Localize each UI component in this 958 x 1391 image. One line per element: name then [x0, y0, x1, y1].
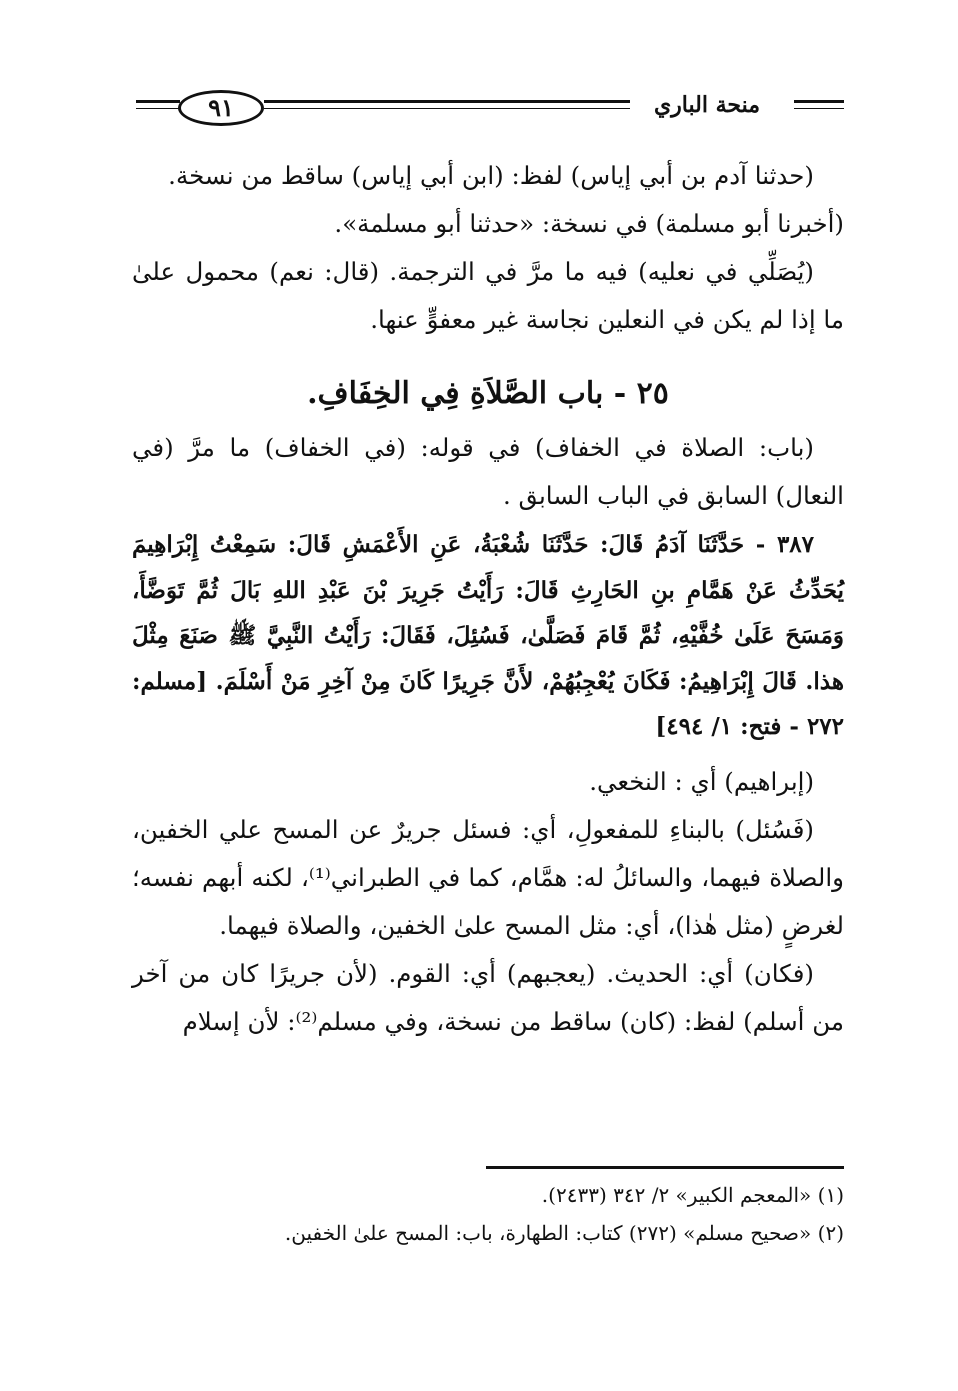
page-header: [136, 86, 844, 136]
paragraph: (يُصَلِّي في نعليه) فيه ما مرَّ في الترجمة. (قال: نعم) محمول علىٰ ما إذا لم يكن في النعلين نجاسة غير معفوٍّ عنها.: [132, 257, 844, 334]
header-rule: [264, 108, 630, 109]
paragraph: (حدثنا آدم بن أبي إياس) لفظ: (ابن أبي إياس) ساقط من نسخة.: [168, 161, 814, 190]
page-number: ٩١: [178, 90, 264, 126]
paragraph: (فكان) أي: الحديث. (يعجبهم) أي: القوم. (لأن جريرًا كان من آخر من أسلم) لفظ: (كان) ساقط من نسخة، وفي مسلم⁽²⁾: لأن إسلام: [132, 958, 844, 1036]
footnote-separator: [486, 1166, 844, 1169]
paragraph: (فَسُئل) بالبناءِ للمفعولِ، أي: فسئل جريرٌ عن المسح علي الخفين، والصلاة فيهما، والسائلُ له: همَّام، كما في الطبراني⁽¹⁾، لكنه أبهم نفسه؛ لغرضٍ (مثل هٰذا)، أي: مثل المسح علىٰ الخفين، والصلاة فيهما.: [132, 814, 844, 940]
paragraph: (إبراهيم) أي : النخعي.: [589, 766, 814, 796]
footnote: (١) «المعجم الكبير» ٢/ ٣٤٢ (٢٤٣٣).: [541, 1183, 844, 1207]
chapter-heading: ٢٥ - باب الصَّلاَةِ فِي الخِفَافِ.: [307, 376, 669, 411]
header-rule: [136, 108, 180, 109]
header-rule: [794, 100, 844, 103]
footnotes: [132, 1176, 844, 1252]
header-rule: [136, 100, 180, 103]
hadith-text: ٣٨٧ - حَدَّثَنَا آدَمُ قَالَ: حَدَّثَنَا شُعْبَةُ، عَنِ الأَعْمَشِ قَالَ: سَمِعْتُ إِبْرَاهِيمَ يُحَدِّثُ عَنْ هَمَّامِ بنِ الحَارِثِ قَالَ: رَأَيْتُ جَرِيرَ بْنَ عَبْدِ اللهِ بَالَ ثُمَّ تَوَضَّأَ، وَمَسَحَ عَلَىٰ خُفَّيْهِ، ثُمَّ قَامَ فَصَلَّىٰ، فَسُئِلَ، فَقَالَ: رَأَيْتُ النَّبِيَّ ﷺ صَنَعَ مِثْلَ هذا. قَالَ إِبْرَاهِيمُ: فَكَانَ يُعْجِبُهُمْ، لأَنَّ جَرِيرًا كَانَ مِنْ آخِرِ مَنْ أَسْلَمَ. [مسلم: ٢٧٢ - فتح: ١/ ٤٩٤]: [132, 531, 844, 740]
header-rule: [264, 100, 630, 103]
page-body: [132, 152, 844, 1046]
header-rule: [794, 108, 844, 109]
paragraph: (أخبرنا أبو مسلمة) في نسخة: «حدثنا أبو مسلمة».: [334, 209, 844, 238]
footnote: (٢) «صحيح مسلم» (٢٧٢) كتاب: الطهارة، باب: المسح علىٰ الخفين.: [284, 1221, 844, 1245]
book-title: منحة الباري: [653, 92, 761, 118]
paragraph: (باب: الصلاة في الخفاف) في قوله: (في الخفاف) ما مرَّ (في النعال) السابق في الباب السابق .: [132, 433, 844, 510]
